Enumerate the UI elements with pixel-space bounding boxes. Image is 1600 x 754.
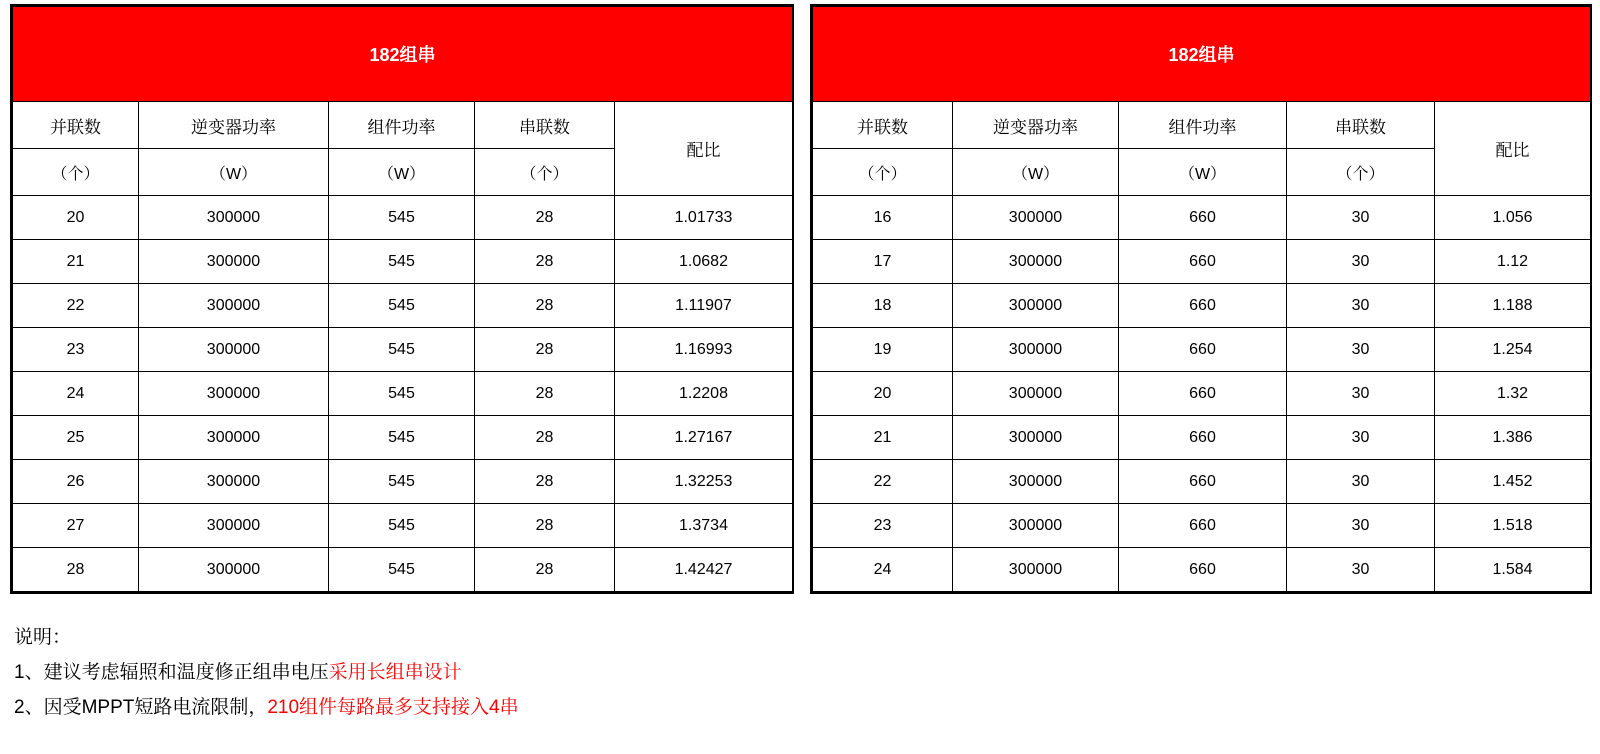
cell-series-count: 30	[1287, 328, 1435, 372]
cell-series-count: 30	[1287, 284, 1435, 328]
cell-series-count: 28	[475, 196, 615, 240]
table-row	[13, 372, 793, 416]
cell-module-power: 545	[329, 196, 475, 240]
cell-series-count: 30	[1287, 460, 1435, 504]
cell-ratio: 1.518	[1435, 504, 1591, 548]
cell-series-count: 28	[475, 328, 615, 372]
table-title: 182组串	[813, 7, 1591, 102]
cell-series-count: 30	[1287, 416, 1435, 460]
cell-module-power: 660	[1119, 504, 1287, 548]
cell-inverter-power: 300000	[953, 284, 1119, 328]
cell-module-power: 660	[1119, 416, 1287, 460]
unit-parallel-count: （个）	[813, 149, 953, 196]
unit-series-count: （个）	[1287, 149, 1435, 196]
notes-heading: 说明：	[14, 627, 72, 648]
cell-parallel-count: 24	[813, 548, 953, 592]
cell-inverter-power: 300000	[139, 284, 329, 328]
unit-series-count: （个）	[475, 149, 615, 196]
cell-parallel-count: 26	[13, 460, 139, 504]
header-module-power: 组件功率	[329, 102, 475, 149]
config-table-right	[812, 6, 1591, 592]
cell-ratio: 1.584	[1435, 548, 1591, 592]
header-ratio: 配比	[1435, 102, 1591, 196]
cell-ratio: 1.32253	[615, 460, 793, 504]
table-row	[13, 548, 793, 592]
unit-parallel-count: （个）	[13, 149, 139, 196]
cell-parallel-count: 23	[813, 504, 953, 548]
table-row	[813, 284, 1591, 328]
cell-ratio: 1.2208	[615, 372, 793, 416]
table-row	[813, 460, 1591, 504]
cell-inverter-power: 300000	[139, 460, 329, 504]
cell-parallel-count: 25	[13, 416, 139, 460]
cell-inverter-power: 300000	[953, 504, 1119, 548]
header-module-power: 组件功率	[1119, 102, 1287, 149]
cell-inverter-power: 300000	[953, 372, 1119, 416]
table-row	[13, 328, 793, 372]
cell-parallel-count: 21	[13, 240, 139, 284]
cell-ratio: 1.0682	[615, 240, 793, 284]
cell-module-power: 545	[329, 460, 475, 504]
cell-module-power: 660	[1119, 240, 1287, 284]
config-table-left	[12, 6, 793, 592]
cell-module-power: 660	[1119, 372, 1287, 416]
cell-series-count: 28	[475, 284, 615, 328]
cell-inverter-power: 300000	[139, 372, 329, 416]
cell-parallel-count: 20	[13, 196, 139, 240]
cell-ratio: 1.056	[1435, 196, 1591, 240]
cell-inverter-power: 300000	[139, 504, 329, 548]
cell-ratio: 1.3734	[615, 504, 793, 548]
table-row	[13, 240, 793, 284]
table-row	[813, 504, 1591, 548]
cell-inverter-power: 300000	[139, 328, 329, 372]
note-item-2	[14, 690, 1586, 725]
cell-parallel-count: 22	[813, 460, 953, 504]
cell-parallel-count: 20	[813, 372, 953, 416]
table-block-left	[10, 4, 794, 594]
cell-module-power: 660	[1119, 328, 1287, 372]
cell-series-count: 30	[1287, 240, 1435, 284]
cell-ratio: 1.452	[1435, 460, 1591, 504]
cell-parallel-count: 27	[13, 504, 139, 548]
cell-series-count: 28	[475, 372, 615, 416]
cell-ratio: 1.16993	[615, 328, 793, 372]
header-ratio: 配比	[615, 102, 793, 196]
cell-inverter-power: 300000	[953, 240, 1119, 284]
cell-module-power: 660	[1119, 460, 1287, 504]
cell-parallel-count: 18	[813, 284, 953, 328]
cell-ratio: 1.12	[1435, 240, 1591, 284]
cell-ratio: 1.188	[1435, 284, 1591, 328]
note-1-red-text: 采用长组串设计	[328, 662, 462, 684]
cell-module-power: 545	[329, 240, 475, 284]
cell-inverter-power: 300000	[139, 240, 329, 284]
cell-ratio: 1.32	[1435, 372, 1591, 416]
table-row	[13, 504, 793, 548]
table-header-row	[813, 102, 1591, 149]
header-parallel-count: 并联数	[13, 102, 139, 149]
header-parallel-count: 并联数	[813, 102, 953, 149]
cell-module-power: 545	[329, 284, 475, 328]
cell-parallel-count: 17	[813, 240, 953, 284]
table-title-row	[13, 7, 793, 102]
table-block-right	[810, 4, 1592, 594]
table-row	[813, 416, 1591, 460]
cell-module-power: 545	[329, 328, 475, 372]
cell-inverter-power: 300000	[139, 416, 329, 460]
table-row	[13, 460, 793, 504]
header-series-count: 串联数	[1287, 102, 1435, 149]
cell-series-count: 28	[475, 416, 615, 460]
cell-inverter-power: 300000	[139, 196, 329, 240]
cell-series-count: 28	[475, 240, 615, 284]
cell-module-power: 545	[329, 416, 475, 460]
cell-series-count: 30	[1287, 504, 1435, 548]
cell-ratio: 1.11907	[615, 284, 793, 328]
cell-module-power: 545	[329, 548, 475, 592]
cell-series-count: 30	[1287, 372, 1435, 416]
notes-section	[0, 594, 1600, 725]
cell-parallel-count: 23	[13, 328, 139, 372]
cell-inverter-power: 300000	[953, 416, 1119, 460]
cell-module-power: 545	[329, 504, 475, 548]
cell-inverter-power: 300000	[953, 196, 1119, 240]
cell-parallel-count: 21	[813, 416, 953, 460]
table-row	[813, 240, 1591, 284]
cell-module-power: 660	[1119, 196, 1287, 240]
table-row	[13, 284, 793, 328]
table-row	[813, 372, 1591, 416]
table-row	[13, 416, 793, 460]
cell-series-count: 28	[475, 460, 615, 504]
cell-module-power: 660	[1119, 284, 1287, 328]
cell-series-count: 30	[1287, 548, 1435, 592]
table-row	[813, 196, 1591, 240]
cell-parallel-count: 24	[13, 372, 139, 416]
unit-inverter-power: （W）	[139, 149, 329, 196]
cell-series-count: 28	[475, 548, 615, 592]
cell-parallel-count: 19	[813, 328, 953, 372]
header-inverter-power: 逆变器功率	[953, 102, 1119, 149]
header-series-count: 串联数	[475, 102, 615, 149]
note-2-black-text: 2、因受MPPT短路电流限制，	[14, 697, 268, 719]
cell-inverter-power: 300000	[953, 460, 1119, 504]
cell-inverter-power: 300000	[139, 548, 329, 592]
cell-module-power: 545	[329, 372, 475, 416]
cell-ratio: 1.27167	[615, 416, 793, 460]
cell-ratio: 1.42427	[615, 548, 793, 592]
note-1-black-text: 1、建议考虑辐照和温度修正组串电压	[14, 662, 329, 684]
note-item-1	[14, 655, 1586, 690]
table-row	[13, 196, 793, 240]
cell-parallel-count: 16	[813, 196, 953, 240]
table-row	[813, 548, 1591, 592]
cell-parallel-count: 28	[13, 548, 139, 592]
cell-series-count: 28	[475, 504, 615, 548]
cell-module-power: 660	[1119, 548, 1287, 592]
cell-ratio: 1.254	[1435, 328, 1591, 372]
cell-inverter-power: 300000	[953, 328, 1119, 372]
header-inverter-power: 逆变器功率	[139, 102, 329, 149]
table-title-row	[813, 7, 1591, 102]
cell-inverter-power: 300000	[953, 548, 1119, 592]
cell-ratio: 1.01733	[615, 196, 793, 240]
cell-series-count: 30	[1287, 196, 1435, 240]
note-2-red-text: 210组件每路最多支持接入4串	[267, 697, 519, 719]
table-header-row	[13, 102, 793, 149]
unit-module-power: （W）	[329, 149, 475, 196]
unit-module-power: （W）	[1119, 149, 1287, 196]
cell-parallel-count: 22	[13, 284, 139, 328]
unit-inverter-power: （W）	[953, 149, 1119, 196]
table-title: 182组串	[13, 7, 793, 102]
cell-ratio: 1.386	[1435, 416, 1591, 460]
table-row	[813, 328, 1591, 372]
